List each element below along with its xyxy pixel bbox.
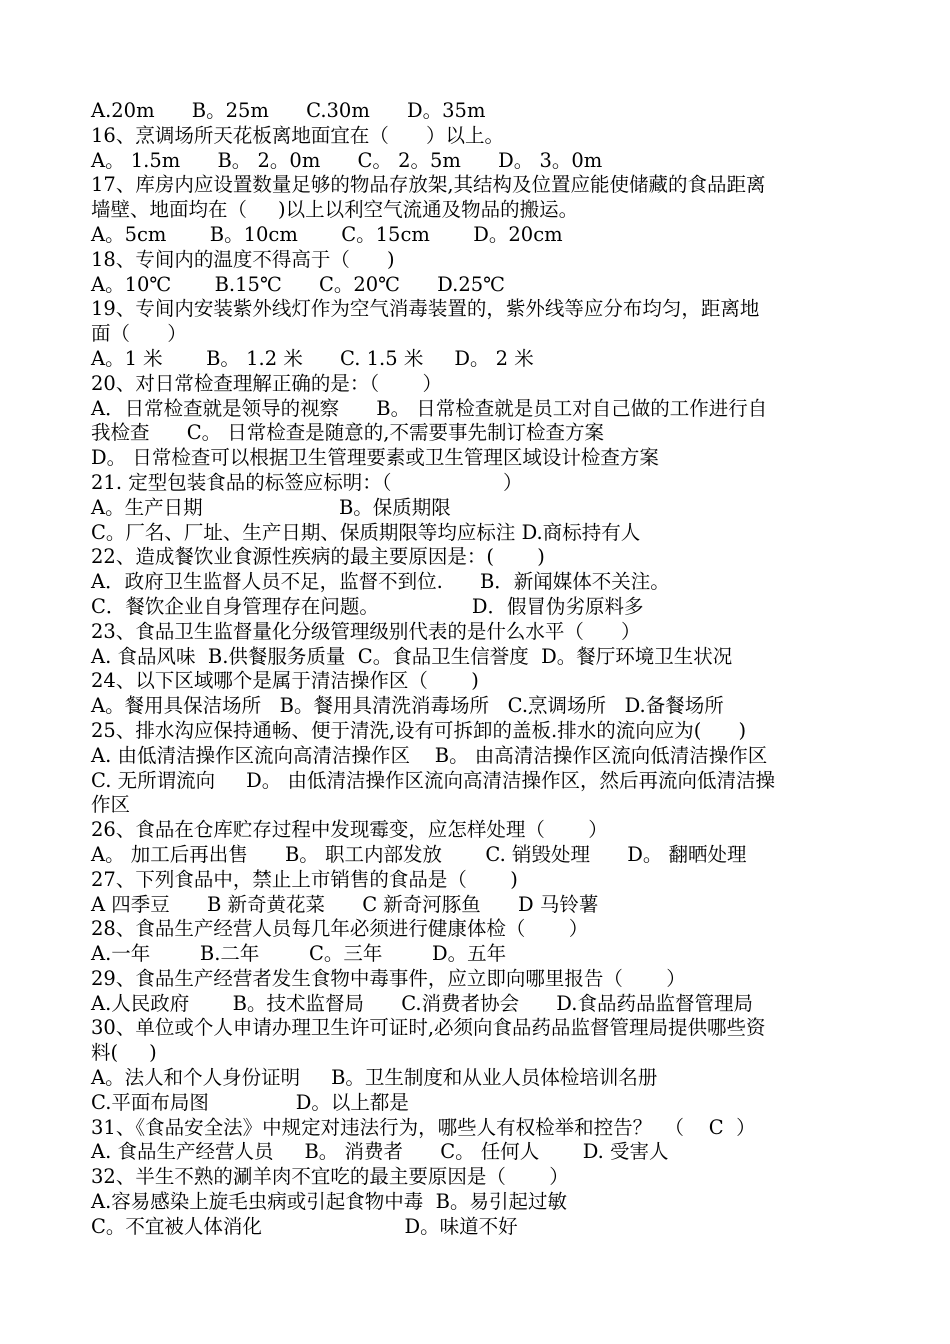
text-line: 16、烹调场所天花板离地面宜在（ ）以上。	[91, 123, 505, 147]
text-line: A 四季豆 B 新奇黄花菜 C 新奇河豚鱼 D 马铃薯	[91, 892, 599, 916]
text-line: A。 1.5m B。 2。0m C。 2。5m D。 3。0m	[91, 148, 603, 172]
text-line: A。生产日期 B。保质期限	[91, 495, 451, 519]
text-line: C。厂名、厂址、生产日期、保质期限等均应标注 D.商标持有人	[91, 520, 641, 544]
text-line: A.20m B。25m C.30m D。35m	[91, 99, 486, 122]
text-line: A. 食品生产经营人员 B。 消费者 C。 任何人 D. 受害人	[91, 1140, 669, 1164]
text-line: 28、食品生产经营人员每几年必须进行健康体检（ ）	[91, 917, 589, 941]
text-line: 23、食品卫生监督量化分级管理级别代表的是什么水平（ ）	[91, 619, 641, 643]
text-line: C。不宜被人体消化 D。味道不好	[91, 1214, 518, 1238]
text-line: C.平面布局图 D。以上都是	[91, 1090, 409, 1114]
text-line: 17、库房内应设置数量足够的物品存放架,其结构及位置应能使储藏的食品距离	[91, 173, 766, 197]
text-line: A.一年 B.二年 C。三年 D。五年	[91, 942, 507, 966]
text-line: 22、造成餐饮业食源性疾病的最主要原因是：( )	[91, 545, 545, 569]
text-line: A．日常检查就是领导的视察 B。 日常检查就是员工对自己做的工作进行自	[91, 396, 768, 420]
text-line: C．餐饮企业自身管理存在问题。 D．假冒伪劣原料多	[91, 594, 644, 618]
text-line: A。法人和个人身份证明 B。卫生制度和从业人员体检培训名册	[91, 1066, 658, 1090]
text-line: C. 无所谓流向 D。 由低清洁操作区流向高清洁操作区，然后再流向低清洁操	[91, 768, 775, 792]
text-line: A.容易感染上旋毛虫病或引起食物中毒 B。易引起过敏	[91, 1190, 568, 1214]
text-line: A.人民政府 B。技术监督局 C.消费者协会 D.食品药品监督管理局	[91, 991, 753, 1015]
text-line: 25、排水沟应保持通畅、便于清洗,设有可拆卸的盖板.排水的流向应为( )	[91, 718, 747, 742]
text-line: 作区	[91, 793, 131, 817]
text-line: 27、下列食品中，禁止上市销售的食品是（ )	[91, 867, 518, 891]
text-line: 31、《食品安全法》中规定对违法行为，哪些人有权检举和控告？ （ C ）	[91, 1115, 756, 1139]
text-line: 30、单位或个人申请办理卫生许可证时,必须向食品药品监督管理局提供哪些资	[91, 1016, 766, 1040]
text-line: 18、专间内的温度不得高于（ )	[91, 247, 395, 271]
text-line: 26、食品在仓库贮存过程中发现霉变，应怎样处理（ ）	[91, 818, 608, 842]
text-line: A。10℃ B.15℃ C。20℃ D.25℃	[91, 272, 505, 296]
text-line: 19、专间内安装紫外线灯作为空气消毒装置的，紫外线等应分布均匀，距离地	[91, 297, 760, 321]
text-line: A。5cm B。10cm C。15cm D。20cm	[91, 222, 563, 246]
text-line: A。1 米 B。 1.2 米 C. 1.5 米 D。 2 米	[91, 346, 534, 370]
text-line: A。 加工后再出售 B。 职工内部发放 C. 销毁处理 D。 翻晒处理	[91, 842, 747, 866]
text-line: 料( )	[91, 1041, 157, 1065]
document-page	[91, 99, 871, 1240]
text-line: 20、对日常检查理解正确的是：（ ）	[91, 371, 442, 395]
text-line: A. 食品风味 B.供餐服务质量 C。食品卫生信誉度 D。餐厅环境卫生状况	[91, 644, 733, 668]
text-line: 墙壁、地面均在（ )以上以利空气流通及物品的搬运。	[91, 198, 579, 222]
text-line: 32、半生不熟的涮羊肉不宜吃的最主要原因是（ ）	[91, 1165, 569, 1189]
text-line: A。餐用具保洁场所 B。餐用具清洗消毒场所 C.烹调场所 D.备餐场所	[91, 694, 724, 718]
text-line: 21. 定型包装食品的标签应标明：（ ）	[91, 470, 523, 494]
text-line: 我检查 C。 日常检查是随意的,不需要事先制订检查方案	[91, 421, 605, 445]
text-line: A. 由低清洁操作区流向高清洁操作区 B。 由高清洁操作区流向低清洁操作区	[91, 743, 768, 767]
text-line: 29、食品生产经营者发生食物中毒事件，应立即向哪里报告（ ）	[91, 966, 686, 990]
text-line: 面（ ）	[91, 322, 187, 346]
text-line: 24、以下区域哪个是属于清洁操作区（ )	[91, 669, 479, 693]
text-line: A．政府卫生监督人员不足，监督不到位. B．新闻媒体不关注。	[91, 570, 670, 594]
text-line: D。 日常检查可以根据卫生管理要素或卫生管理区域设计检查方案	[91, 446, 659, 470]
